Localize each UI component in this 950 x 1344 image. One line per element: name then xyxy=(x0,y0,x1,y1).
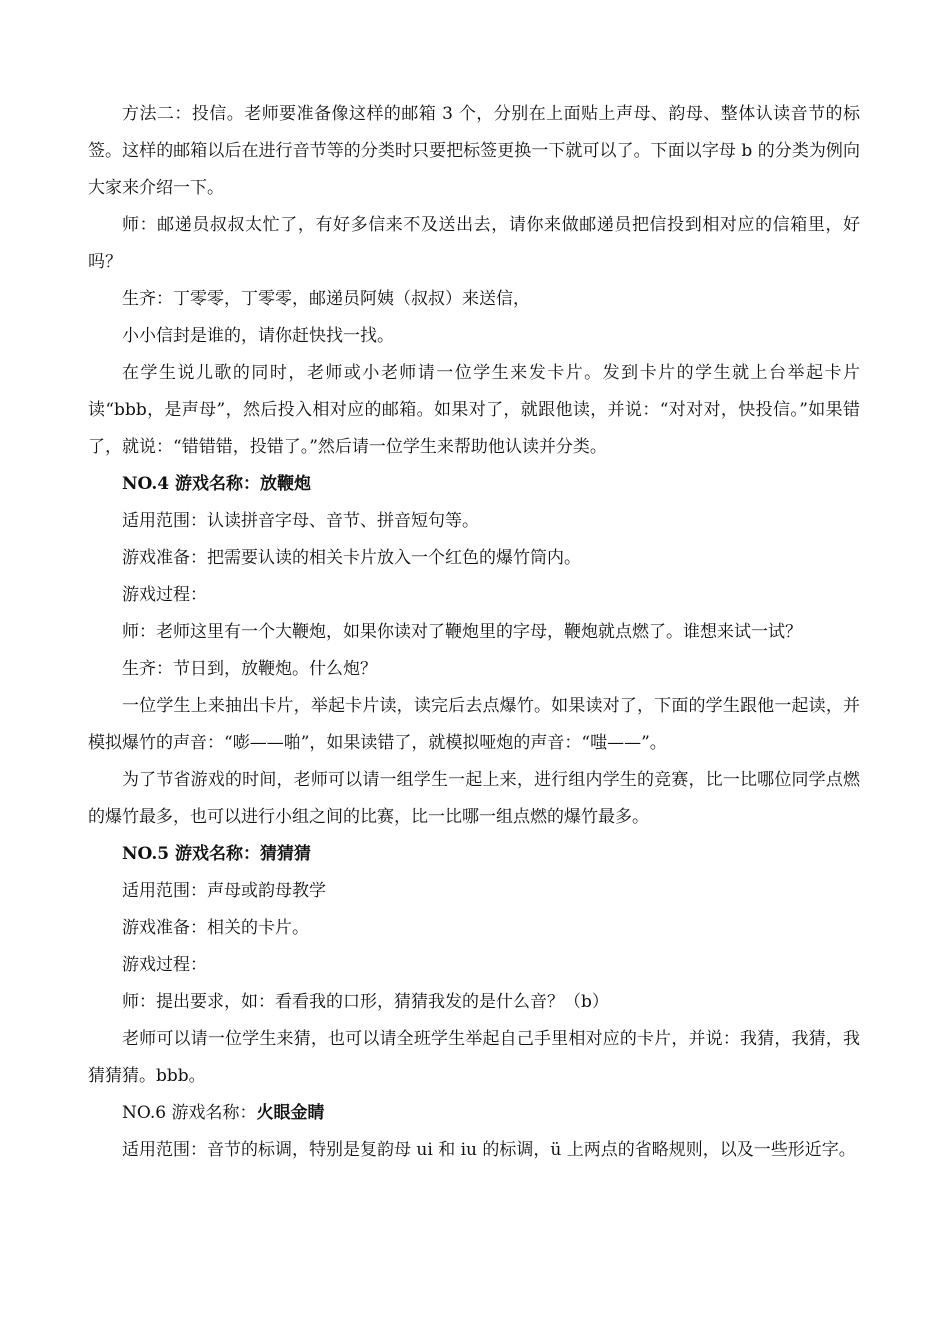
document-body xyxy=(88,96,860,1169)
game4-heading: NO.4 游戏名称：放鞭炮 xyxy=(122,474,312,494)
paragraph-rhyme-line-1: 生齐：丁零零，丁零零，邮递员阿姨（叔叔）来送信， xyxy=(122,289,530,309)
game6-scope: 适用范围：音节的标调，特别是复韵母 ui 和 iu 的标调，ü 上两点的省略规则，以及一些形近字。 xyxy=(122,1140,856,1160)
game5-heading: NO.5 游戏名称：猜猜猜 xyxy=(122,844,312,864)
paragraph-rhyme-line-2: 小小信封是谁的，请你赶快找一找。 xyxy=(122,326,394,346)
game4-process-label: 游戏过程： xyxy=(122,585,207,605)
game4-procedure: 一位学生上来抽出卡片，举起卡片读，读完后去点爆竹。如果读对了，下面的学生跟他一起读，并模拟爆竹的声音：“嘭——啪”，如果读错了，就模拟哑炮的声音：“嗤——”。 xyxy=(88,696,860,753)
paragraph-teacher-prompt: 师：邮递员叔叔太忙了，有好多信来不及送出去，请你来做邮递员把信投到相对应的信箱里，好吗？ xyxy=(88,215,860,272)
game4-students-line: 生齐：节日到，放鞭炮。什么炮？ xyxy=(122,659,377,679)
game5-scope: 适用范围：声母或韵母教学 xyxy=(122,881,326,901)
game5-preparation: 游戏准备：相关的卡片。 xyxy=(122,918,309,938)
game6-heading-name: 火眼金睛 xyxy=(256,1103,325,1123)
game6-heading xyxy=(88,1095,860,1132)
game5-process-label: 游戏过程： xyxy=(122,955,207,975)
game4-scope: 适用范围：认读拼音字母、音节、拼音短句等。 xyxy=(122,511,479,531)
game4-variation: 为了节省游戏的时间，老师可以请一组学生一起上来，进行组内学生的竞赛，比一比哪位同学点燃的爆竹最多，也可以进行小组之间的比赛，比一比哪一组点燃的爆竹最多。 xyxy=(88,770,860,827)
game4-preparation: 游戏准备：把需要认读的相关卡片放入一个红色的爆竹筒内。 xyxy=(122,548,581,568)
game4-teacher-line: 师：老师这里有一个大鞭炮，如果你读对了鞭炮里的字母，鞭炮就点燃了。谁想来试一试？ xyxy=(122,622,802,642)
paragraph-method-two: 方法二：投信。老师要准备像这样的邮箱 3 个，分别在上面贴上声母、韵母、整体认读音节的标签。这样的邮箱以后在进行音节等的分类时只要把标签更换一下就可以了。下面以字母 b 的分类为例向大家来介绍一下。 xyxy=(88,104,860,198)
game5-procedure: 老师可以请一位学生来猜，也可以请全班学生举起自己手里相对应的卡片，并说：我猜，我猜，我猜猜猜。bbb。 xyxy=(88,1029,860,1086)
game5-teacher-line: 师：提出要求，如：看看我的口形，猜猜我发的是什么音？（b） xyxy=(122,992,609,1012)
paragraph-card-process: 在学生说儿歌的同时，老师或小老师请一位学生来发卡片。发到卡片的学生就上台举起卡片读“bbb，是声母”，然后投入相对应的邮箱。如果对了，就跟他读，并说：“对对对，快投信。”如果错了，就说：“错错错，投错了。”然后请一位学生来帮助他认读并分类。 xyxy=(88,363,860,457)
game6-heading-prefix: NO.6 游戏名称： xyxy=(122,1103,257,1123)
